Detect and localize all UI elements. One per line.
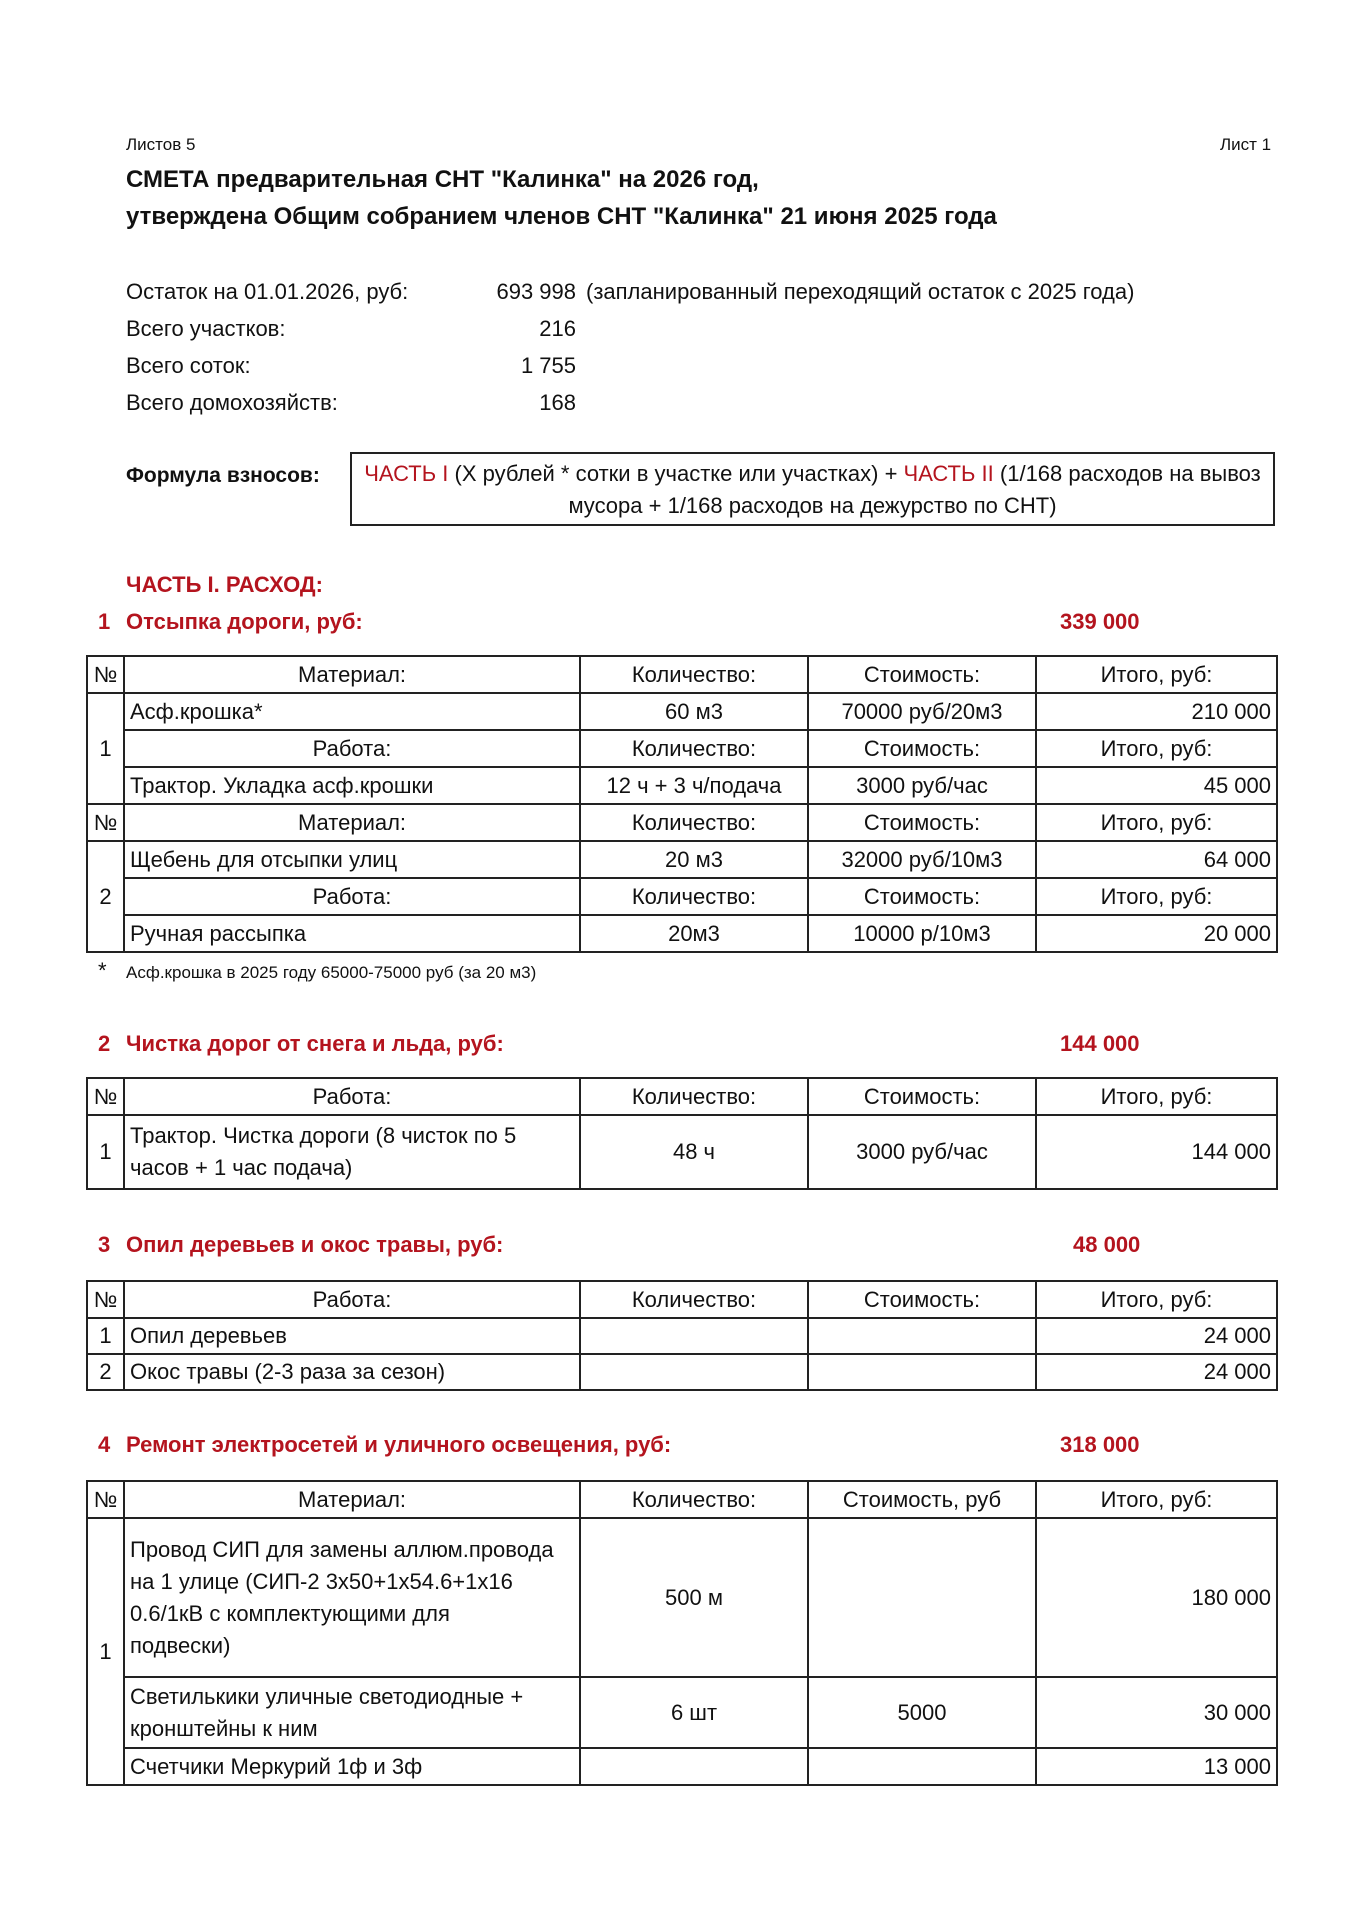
material-name-line: 0.6/1кВ с комплектующими для xyxy=(130,1600,450,1626)
header-work: Работа: xyxy=(124,1078,580,1115)
section3-table xyxy=(86,1280,1278,1391)
work-total: 20 000 xyxy=(1036,915,1277,952)
formula-part1: ЧАСТЬ I xyxy=(364,461,449,486)
header-num: № xyxy=(87,1481,124,1518)
row-number: 2 xyxy=(87,841,124,952)
area-value: 1 755 xyxy=(520,353,576,378)
work-name: Ручная рассыпка xyxy=(124,915,580,952)
material-name: Асф.крошка* xyxy=(124,693,580,730)
header-total: Итого, руб: xyxy=(1036,804,1277,841)
material-total: 13 000 xyxy=(1036,1748,1277,1785)
work-cost: 3000 руб/час xyxy=(808,767,1036,804)
table-row xyxy=(87,1318,1277,1354)
material-cost xyxy=(808,1748,1036,1785)
part-title: ЧАСТЬ I. РАСХОД: xyxy=(126,572,323,597)
header-work: Работа: xyxy=(124,730,580,767)
header-work: Работа: xyxy=(124,878,580,915)
header-cost: Стоимость: xyxy=(808,1078,1036,1115)
work-qty xyxy=(580,1354,808,1390)
section3-amount: 48 000 xyxy=(1073,1232,1141,1257)
document-title-line2: утверждена Общим собранием членов СНТ "Калинка" 21 июня 2025 года xyxy=(126,203,997,230)
header-qty: Количество: xyxy=(580,878,808,915)
row-number: 1 xyxy=(87,693,124,804)
work-cost: 10000 р/10м3 xyxy=(808,915,1036,952)
header-cost: Стоимость: xyxy=(808,730,1036,767)
material-cost: 70000 руб/20м3 xyxy=(808,693,1036,730)
table-row xyxy=(87,1677,1277,1748)
header-num: № xyxy=(87,1281,124,1318)
header-cost: Стоимость: xyxy=(808,656,1036,693)
section4-title: Ремонт электросетей и уличного освещения, руб: xyxy=(126,1432,672,1457)
material-name-line: на 1 улице (СИП-2 3х50+1х54.6+1х16 xyxy=(130,1568,513,1594)
document-title-line1: СМЕТА предварительная СНТ "Калинка" на 2026 год, xyxy=(126,166,759,193)
material-qty xyxy=(580,1748,808,1785)
formula-box xyxy=(350,452,1275,526)
work-total: 24 000 xyxy=(1036,1318,1277,1354)
table-subheader-row xyxy=(87,730,1277,767)
section4-number: 4 xyxy=(98,1432,111,1457)
header-total: Итого, руб: xyxy=(1036,1281,1277,1318)
work-total: 144 000 xyxy=(1036,1115,1277,1189)
work-qty: 12 ч + 3 ч/подача xyxy=(580,767,808,804)
material-cost: 5000 xyxy=(808,1677,1036,1748)
work-name: Трактор. Укладка асф.крошки xyxy=(124,767,580,804)
section2-title: Чистка дорог от снега и льда, руб: xyxy=(126,1031,504,1056)
header-qty: Количество: xyxy=(580,656,808,693)
balance-value: 693 998 xyxy=(496,279,576,304)
row-number: 1 xyxy=(87,1318,124,1354)
section3-title: Опил деревьев и окос травы, руб: xyxy=(126,1232,504,1257)
sheets-total: Листов 5 xyxy=(126,135,196,154)
work-qty xyxy=(580,1318,808,1354)
row-number: 2 xyxy=(87,1354,124,1390)
header-total: Итого, руб: xyxy=(1036,1481,1277,1518)
material-qty: 20 м3 xyxy=(580,841,808,878)
plots-value: 216 xyxy=(539,316,576,341)
work-total: 24 000 xyxy=(1036,1354,1277,1390)
material-cost: 32000 руб/10м3 xyxy=(808,841,1036,878)
formula-label: Формула взносов: xyxy=(126,464,320,487)
footnote-mark: * xyxy=(98,958,107,983)
formula-line1 xyxy=(352,458,1273,490)
formula-line2: мусора + 1/168 расходов на дежурство по СНТ) xyxy=(568,493,1057,518)
section2-amount: 144 000 xyxy=(1060,1031,1140,1056)
work-name xyxy=(124,1115,580,1189)
material-total: 210 000 xyxy=(1036,693,1277,730)
header-material: Материал: xyxy=(124,804,580,841)
header-qty: Количество: xyxy=(580,1281,808,1318)
formula-part2: ЧАСТЬ II xyxy=(903,461,994,486)
table-row xyxy=(87,1518,1277,1677)
header-total: Итого, руб: xyxy=(1036,656,1277,693)
work-cost xyxy=(808,1318,1036,1354)
row-number: 1 xyxy=(87,1518,124,1785)
table-subheader-row xyxy=(87,878,1277,915)
sheet-number: Лист 1 xyxy=(1220,135,1272,154)
area-label: Всего соток: xyxy=(126,353,251,378)
header-num: № xyxy=(87,656,124,693)
work-total: 45 000 xyxy=(1036,767,1277,804)
header-qty: Количество: xyxy=(580,1481,808,1518)
material-name-line: Светилькики уличные светодиодные + xyxy=(130,1683,524,1709)
header-num: № xyxy=(87,804,124,841)
plots-label: Всего участков: xyxy=(126,316,286,341)
work-qty: 48 ч xyxy=(580,1115,808,1189)
footnote-text: Асф.крошка в 2025 году 65000-75000 руб (за 20 м3) xyxy=(126,963,537,982)
material-name-line: подвески) xyxy=(130,1632,231,1658)
table-row xyxy=(87,841,1277,878)
header-cost: Стоимость: xyxy=(808,804,1036,841)
material-cost xyxy=(808,1518,1036,1677)
table-row xyxy=(87,1748,1277,1785)
material-name: Щебень для отсыпки улиц xyxy=(124,841,580,878)
material-name: Счетчики Меркурий 1ф и 3ф xyxy=(124,1748,580,1785)
table-row xyxy=(87,1115,1277,1189)
table-header-row xyxy=(87,804,1277,841)
formula-text2: (1/168 расходов на вывоз xyxy=(993,461,1261,486)
section1-amount: 339 000 xyxy=(1060,609,1140,634)
header-qty: Количество: xyxy=(580,730,808,767)
section1-table xyxy=(86,655,1278,953)
header-cost: Стоимость: xyxy=(808,1281,1036,1318)
work-cost: 3000 руб/час xyxy=(808,1115,1036,1189)
work-name: Опил деревьев xyxy=(124,1318,580,1354)
table-header-row xyxy=(87,1481,1277,1518)
section4-table xyxy=(86,1480,1278,1786)
table-row xyxy=(87,693,1277,730)
section1-title: Отсыпка дороги, руб: xyxy=(126,609,363,634)
table-header-row xyxy=(87,1281,1277,1318)
material-name-line: Провод СИП для замены аллюм.провода xyxy=(130,1536,554,1562)
work-name-line: часов + 1 час подача) xyxy=(130,1155,353,1180)
material-name xyxy=(124,1518,580,1677)
work-cost xyxy=(808,1354,1036,1390)
header-total: Итого, руб: xyxy=(1036,878,1277,915)
table-header-row xyxy=(87,656,1277,693)
row-number: 1 xyxy=(87,1115,124,1189)
header-total: Итого, руб: xyxy=(1036,1078,1277,1115)
households-label: Всего домохозяйств: xyxy=(126,390,338,415)
material-name xyxy=(124,1677,580,1748)
section1-number: 1 xyxy=(98,609,111,634)
material-total: 64 000 xyxy=(1036,841,1277,878)
header-cost-rub: Стоимость, руб xyxy=(808,1481,1036,1518)
table-header-row xyxy=(87,1078,1277,1115)
header-cost: Стоимость: xyxy=(808,878,1036,915)
work-name: Окос травы (2-3 раза за сезон) xyxy=(124,1354,580,1390)
header-work: Работа: xyxy=(124,1281,580,1318)
balance-label: Остаток на 01.01.2026, руб: xyxy=(126,279,409,304)
work-qty: 20м3 xyxy=(580,915,808,952)
header-qty: Количество: xyxy=(580,804,808,841)
formula-text1: (Х рублей * сотки в участке или участках) + xyxy=(448,461,904,486)
material-qty: 60 м3 xyxy=(580,693,808,730)
material-name-line: кронштейны к ним xyxy=(130,1715,318,1741)
table-row xyxy=(87,915,1277,952)
material-qty: 6 шт xyxy=(580,1677,808,1748)
table-row xyxy=(87,767,1277,804)
section2-table xyxy=(86,1077,1278,1190)
material-total: 180 000 xyxy=(1036,1518,1277,1677)
section2-number: 2 xyxy=(98,1031,111,1056)
work-name-line: Трактор. Чистка дороги (8 чисток по 5 xyxy=(130,1123,517,1148)
header-material: Материал: xyxy=(124,1481,580,1518)
section3-number: 3 xyxy=(98,1232,111,1257)
households-value: 168 xyxy=(539,390,576,415)
material-total: 30 000 xyxy=(1036,1677,1277,1748)
material-qty: 500 м xyxy=(580,1518,808,1677)
header-material: Материал: xyxy=(124,656,580,693)
section4-amount: 318 000 xyxy=(1060,1432,1140,1457)
balance-note: (запланированный переходящий остаток с 2025 года) xyxy=(586,279,1135,304)
header-total: Итого, руб: xyxy=(1036,730,1277,767)
header-qty: Количество: xyxy=(580,1078,808,1115)
header-num: № xyxy=(87,1078,124,1115)
table-row xyxy=(87,1354,1277,1390)
